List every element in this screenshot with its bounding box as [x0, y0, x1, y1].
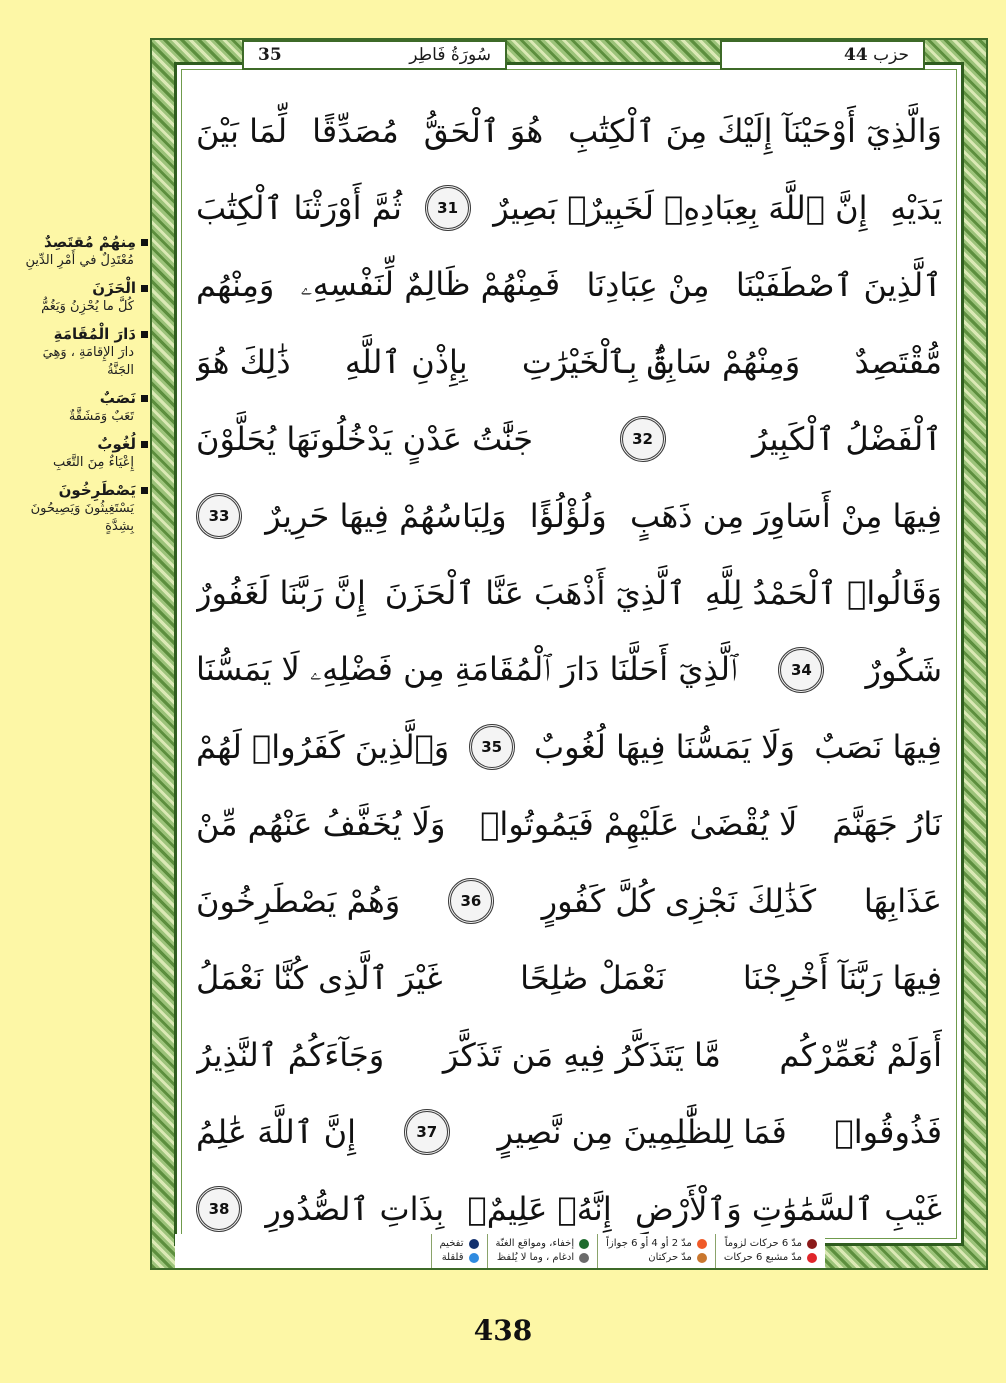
legend-label: ادغام ، وما لا يُلفظ: [496, 1252, 575, 1263]
legend-label: مدّ مشبع 6 حركات: [723, 1252, 802, 1263]
legend-entry: [606, 1251, 707, 1265]
verse-segment: وَٱلَّذِينَ كَفَرُوا۟ لَهُمْ: [196, 727, 450, 766]
verse-line: [196, 1016, 942, 1093]
bullet-icon: [141, 285, 148, 292]
verse-segment: وَهُمْ يَصْطَرِخُونَ: [196, 881, 401, 920]
verse-segment: وَجَآءَكُمُ ٱلنَّذِيرُ: [196, 1035, 385, 1074]
verse-segment: بِإِذْنِ ٱللَّهِ: [344, 342, 468, 381]
bullet-icon: [141, 239, 148, 246]
ayah-number-marker: 36: [448, 878, 494, 924]
verse-segment: شَكُورٌ: [865, 650, 942, 689]
verse-segment: نَعْمَلْ صَٰلِحًا: [520, 958, 666, 997]
verse-line: [196, 1093, 942, 1170]
hizb-label: حزب: [873, 45, 909, 65]
glossary-item: [18, 278, 148, 316]
surah-label: سُورَةُ فَاطِر: [409, 45, 491, 65]
verse-segment: غَيْبِ ٱلسَّمَٰوَٰتِ وَٱلْأَرْضِ: [635, 1189, 942, 1228]
legend-label: مدّ حركتان: [648, 1252, 692, 1263]
hizb-number: 44: [844, 45, 868, 65]
verse-line: [196, 323, 942, 400]
legend-label: تفخيم: [439, 1238, 464, 1249]
verse-line: [196, 169, 942, 246]
verse-segment: لَا يُقْضَىٰ عَلَيْهِمْ فَيَمُوتُوا۟: [480, 804, 798, 843]
verse-line: [196, 939, 942, 1016]
legend-column: [715, 1234, 825, 1268]
glossary-term: [18, 480, 148, 500]
ayah-number-marker: 35: [469, 724, 515, 770]
legend-entry: [440, 1237, 479, 1251]
verse-segment: هُوَ ٱلْحَقُّ: [423, 111, 544, 150]
verse-segment: مُصَدِّقًا: [312, 111, 399, 150]
glossary-item: [18, 324, 148, 380]
ayah-number-marker: 32: [620, 416, 666, 462]
verse-segment: فِيهَا نَصَبٌ: [814, 727, 942, 766]
verse-segment: ٱلْفَضْلُ ٱلْكَبِيرُ: [752, 419, 942, 458]
surah-number: 35: [258, 45, 282, 65]
verse-segment: فِيهَا رَبَّنَآ أَخْرِجْنَا: [742, 958, 942, 997]
verse-line: [196, 631, 942, 708]
legend-label: مدّ 2 أو 4 أو 6 جوازاً: [606, 1238, 692, 1249]
legend-entry: [496, 1237, 590, 1251]
ayah-number-marker: 33: [196, 493, 242, 539]
verse-segment: وَمِنْهُمْ سَابِقٌۢ بِٱلْخَيْرَٰتِ: [521, 342, 801, 381]
verse-segment: ذَٰلِكَ هُوَ: [196, 342, 291, 381]
glossary-term: [18, 324, 148, 344]
verse-segment: فِيهَا مِنْ أَسَاوِرَ مِن ذَهَبٍ: [629, 496, 942, 535]
verse-text: [196, 92, 942, 1247]
verse-segment: إِنَّ ٱللَّهَ عَٰلِمُ: [196, 1112, 356, 1151]
verse-line: [196, 400, 942, 477]
bullet-icon: [141, 487, 148, 494]
verse-segment: ٱلَّذِينَ ٱصْطَفَيْنَا: [735, 265, 942, 304]
verse-segment: أَوَلَمْ نُعَمِّرْكُم: [779, 1035, 942, 1074]
ayah-number-marker: 34: [778, 647, 824, 693]
color-dot-icon: [469, 1239, 479, 1249]
hizb-header: [720, 40, 925, 70]
glossary-definition: تَعَبٌ وَمَشَقَّةٌ: [68, 409, 134, 424]
verse-segment: وَالَّذِيٓ أَوْحَيْنَآ إِلَيْكَ مِنَ ٱلْكِتَٰبِ: [568, 111, 942, 150]
verse-segment: فَمَا لِلظَّٰلِمِينَ مِن نَّصِيرٍ: [497, 1112, 787, 1151]
verse-segment: بِذَاتِ ٱلصُّدُورِ: [265, 1189, 445, 1228]
page-number: 438: [473, 1314, 533, 1347]
ayah-number-marker: 38: [196, 1186, 242, 1232]
verse-segment: جَنَّٰتُ عَدْنٍ يَدْخُلُونَهَا يُحَلَّوْنَ: [196, 419, 533, 458]
legend-column: [597, 1234, 715, 1268]
verse-segment: وَلِبَاسُهُمْ فِيهَا حَرِيرٌ: [265, 496, 507, 535]
glossary-definition: كُلَّ ما يُحْزِنُ وَيَغُمُّ: [41, 299, 134, 314]
color-dot-icon: [807, 1253, 817, 1263]
verse-segment: مُّقْتَصِدٌ: [854, 342, 942, 381]
glossary-term-text: الْحَزَنَ: [92, 279, 136, 297]
glossary-definition: يَسْتَغِيثُونَ وَيَصِيحُونَ بِشِدَّةٍ: [30, 501, 134, 534]
verse-segment: إِنَّهُۥ عَلِيمٌۢ: [467, 1189, 612, 1228]
verse-segment: لِّمَا بَيْنَ: [196, 111, 288, 150]
glossary-item: [18, 480, 148, 536]
verse-segment: ٱلَّذِيٓ أَذْهَبَ عَنَّا ٱلْحَزَنَ: [384, 573, 686, 612]
verse-line: [196, 785, 942, 862]
glossary-definition: دارَ الإِقامَةِ ، وَهِيَ الجَنَّةُ: [42, 345, 134, 378]
verse-segment: وَلَا يُخَفَّفُ عَنْهُم مِّنْ: [196, 804, 446, 843]
color-dot-icon: [807, 1239, 817, 1249]
verse-line: [196, 246, 942, 323]
verse-segment: مَّا يَتَذَكَّرُ فِيهِ مَن تَذَكَّرَ: [442, 1035, 721, 1074]
color-dot-icon: [579, 1253, 589, 1263]
verse-segment: وَلَا يَمَسُّنَا فِيهَا لُغُوبٌ: [534, 727, 795, 766]
glossary-term-text: نَصَبٌ: [99, 389, 136, 407]
legend-column: [487, 1234, 598, 1268]
ayah-number-marker: 37: [404, 1109, 450, 1155]
verse-line: [196, 862, 942, 939]
verse-segment: كَذَٰلِكَ نَجْزِى كُلَّ كَفُورٍ: [541, 881, 817, 920]
legend-entry: [606, 1237, 707, 1251]
glossary-item: [18, 388, 148, 426]
verse-line: [196, 92, 942, 169]
glossary-term-text: دَارَ الْمُقَامَةِ: [53, 325, 136, 343]
verse-line: [196, 477, 942, 554]
glossary-item: [18, 434, 148, 472]
verse-segment: إِنَّ رَبَّنَا لَغَفُورٌ: [196, 573, 366, 612]
color-dot-icon: [697, 1239, 707, 1249]
glossary-term: [18, 434, 148, 454]
glossary-definition: مُعْتَدِلٌ في أَمْرِ الدِّينِ: [25, 253, 134, 268]
glossary-term: [18, 388, 148, 408]
bullet-icon: [141, 331, 148, 338]
verse-segment: إِنَّ ٱللَّهَ بِعِبَادِهِۦ لَخَبِيرٌۢ بَصِيرٌ: [493, 188, 868, 227]
glossary-term: [18, 278, 148, 298]
bullet-icon: [141, 441, 148, 448]
tajweed-legend: [175, 1234, 825, 1268]
verse-segment: مِنْ عِبَادِنَا: [586, 265, 710, 304]
verse-segment: ٱلَّذِيٓ أَحَلَّنَا دَارَ ٱلْمُقَامَةِ مِن فَضْلِهِۦ لَا يَمَسُّنَا: [196, 650, 738, 688]
verse-segment: وَلُؤْلُؤًا: [529, 496, 607, 535]
verse-line: [196, 554, 942, 631]
verse-segment: فَذُوقُوا۟: [834, 1112, 942, 1151]
legend-column: [431, 1234, 487, 1268]
ayah-number-marker: 31: [425, 185, 471, 231]
verse-segment: يَدَيْهِ: [890, 188, 942, 227]
glossary-item: [18, 232, 148, 270]
verse-segment: ثُمَّ أَوْرَثْنَا ٱلْكِتَٰبَ: [196, 188, 402, 227]
legend-label: إخفاء، ومواقع الغنّة: [495, 1238, 575, 1249]
verse-line: [196, 708, 942, 785]
legend-entry: [724, 1251, 817, 1265]
verse-segment: وَقَالُوا۟ ٱلْحَمْدُ لِلَّهِ: [704, 573, 942, 612]
glossary-term-text: لُغُوبٌ: [97, 435, 136, 453]
surah-header: [242, 40, 507, 70]
color-dot-icon: [697, 1253, 707, 1263]
verse-segment: نَارُ جَهَنَّمَ: [832, 804, 942, 843]
legend-label: قلقلة: [441, 1252, 464, 1263]
glossary-term: [18, 232, 148, 252]
legend-entry: [724, 1237, 817, 1251]
glossary-definition: إِعْيَاءٌ مِنَ التَّعَبِ: [52, 455, 134, 470]
glossary-term-text: يَصْطَرِخُونَ: [58, 481, 136, 499]
bullet-icon: [141, 395, 148, 402]
verse-segment: فَمِنْهُمْ ظَالِمٌ لِّنَفْسِهِۦ: [300, 265, 561, 303]
verse-segment: غَيْرَ ٱلَّذِى كُنَّا نَعْمَلُ: [196, 958, 443, 997]
verse-segment: عَذَابِهَا: [863, 881, 942, 920]
margin-glossary: [18, 232, 148, 544]
legend-entry: [440, 1251, 479, 1265]
color-dot-icon: [579, 1239, 589, 1249]
legend-label: مدّ 6 حركات لزوماً: [724, 1238, 802, 1249]
glossary-term-text: مِنهُمْ مُقتَصِدٌ: [44, 233, 136, 251]
color-dot-icon: [469, 1253, 479, 1263]
verse-segment: وَمِنْهُم: [196, 265, 275, 304]
legend-entry: [496, 1251, 590, 1265]
